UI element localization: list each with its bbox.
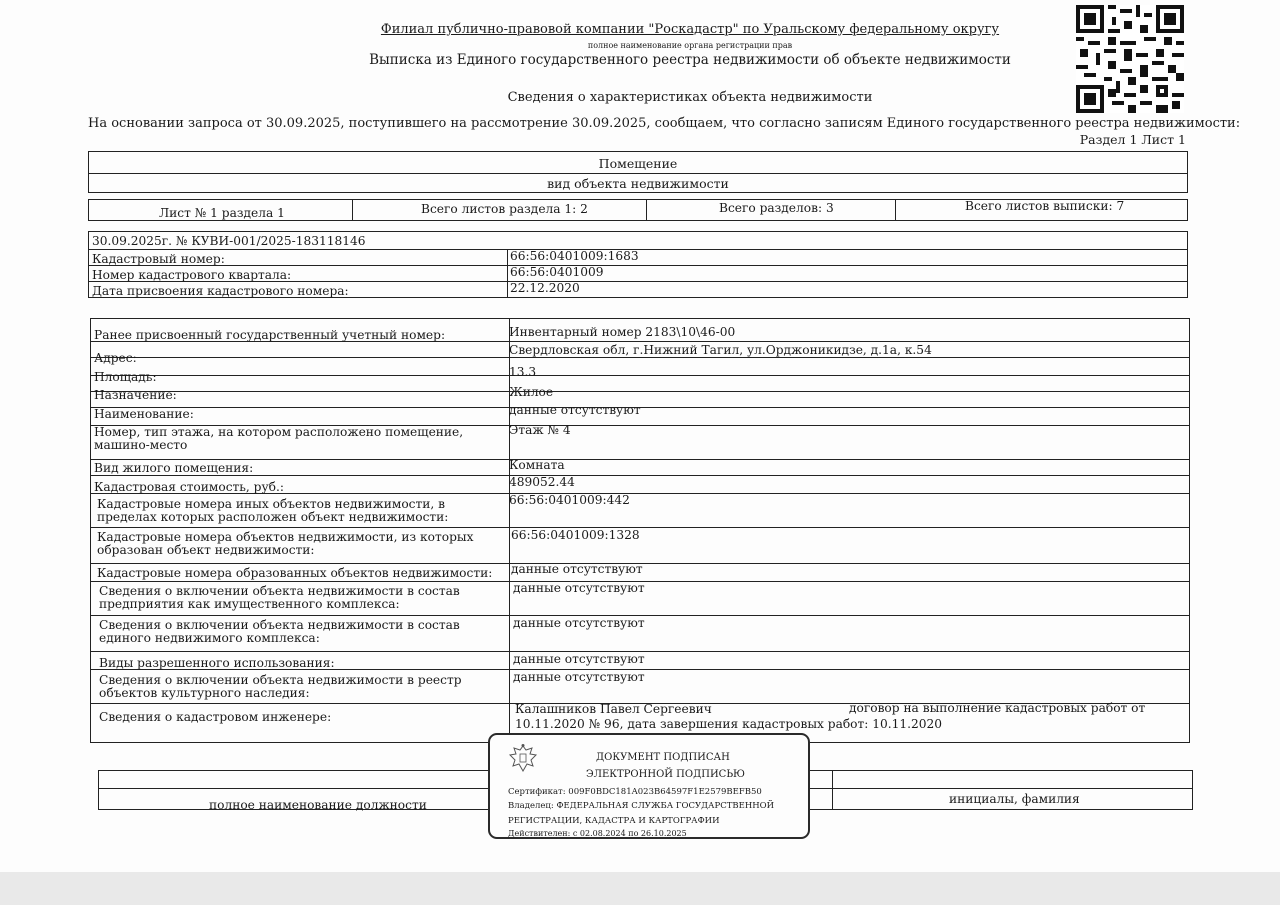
- detail-label: Кадастровые номера объектов недвижимости, из которых образован объект недвижимости:: [97, 530, 474, 557]
- ident-value: 66:56:0401009: [510, 265, 604, 279]
- detail-value: данные отсутствуют: [513, 581, 645, 595]
- detail-label: Наименование:: [94, 407, 194, 421]
- basis-text: На основании запроса от 30.09.2025, поступившего на рассмотрение 30.09.2025, сообщаем, что согласно записям Единого государственного реестра недвижимости:: [88, 116, 1241, 131]
- stamp-certificate: Сертификат: 009F0BDC181A023B64597F1E2579BEFB50: [508, 787, 762, 797]
- detail-value: 489052.44: [509, 475, 575, 489]
- name-caption: инициалы, фамилия: [949, 792, 1080, 806]
- detail-label: Виды разрешенного использования:: [99, 656, 335, 670]
- detail-label: Площадь:: [94, 370, 157, 384]
- section-sheet: Раздел 1 Лист 1: [1079, 132, 1186, 147]
- qr-code-icon: [1076, 5, 1184, 113]
- detail-label: Сведения о включении объекта недвижимости в реестр объектов культурного наследия:: [99, 673, 462, 700]
- detail-value: Инвентарный номер 2183\10\46-00: [509, 325, 736, 339]
- stamp-owner-line1: Владелец: ФЕДЕРАЛЬНАЯ СЛУЖБА ГОСУДАРСТВЕННОЙ: [508, 801, 775, 811]
- ident-value: 22.12.2020: [510, 281, 580, 295]
- detail-value: данные отсутствуют: [509, 403, 641, 417]
- stamp-validity: Действителен: с 02.08.2024 по 26.10.2025: [508, 829, 687, 838]
- ident-table: [88, 231, 1188, 298]
- position-caption: полное наименование должности: [209, 798, 427, 812]
- detail-label: Сведения о включении объекта недвижимости в состав единого недвижимого комплекса:: [99, 618, 460, 645]
- detail-label: Кадастровая стоимость, руб.:: [94, 480, 284, 494]
- detail-value: Комната: [509, 458, 565, 472]
- sheet-number: Лист № 1 раздела 1: [159, 206, 285, 220]
- object-kind: Помещение: [598, 156, 678, 171]
- detail-value: данные отсутствуют: [513, 670, 645, 684]
- stamp-line1: ДОКУМЕНТ ПОДПИСАН: [596, 752, 730, 763]
- engineer-contract: договор на выполнение кадастровых работ от: [849, 701, 1146, 715]
- ident-label: Дата присвоения кадастрового номера:: [92, 284, 349, 298]
- detail-value: Жилое: [509, 385, 554, 399]
- detail-label: Вид жилого помещения:: [94, 461, 254, 475]
- detail-value: данные отсутствуют: [513, 616, 645, 630]
- ident-label: Кадастровый номер:: [92, 252, 225, 266]
- detail-label: Номер, тип этажа, на котором расположено помещение, машино-место: [94, 425, 464, 452]
- detail-value: 66:56:0401009:442: [509, 493, 630, 507]
- sheet-info-row: [88, 199, 1188, 221]
- detail-label: Адрес:: [94, 351, 137, 365]
- detail-label: Ранее присвоенный государственный учетный номер:: [94, 328, 446, 342]
- eagle-emblem-icon: [508, 743, 538, 775]
- doc-title: Выписка из Единого государственного реестра недвижимости об объекте недвижимости: [369, 52, 1011, 68]
- section-title: Сведения о характеристиках объекта недвижимости: [507, 90, 873, 105]
- stamp-line2: ЭЛЕКТРОННОЙ ПОДПИСЬЮ: [586, 769, 745, 780]
- detail-value: данные отсутствуют: [513, 652, 645, 666]
- e-signature-stamp: [488, 733, 810, 839]
- record-number: 30.09.2025г. № КУВИ-001/2025-183118146: [92, 234, 366, 248]
- detail-label: Сведения о кадастровом инженере:: [99, 710, 332, 724]
- detail-label: Кадастровые номера иных объектов недвижимости, в пределах которых расположен объект недвижимости:: [97, 497, 449, 524]
- detail-value: 66:56:0401009:1328: [511, 528, 640, 542]
- detail-value: данные отсутствуют: [511, 562, 643, 576]
- detail-value: Свердловская обл, г.Нижний Тагил, ул.Орджоникидзе, д.1а, к.54: [509, 343, 932, 357]
- engineer-contract-details: 10.11.2020 № 96, дата завершения кадастровых работ: 10.11.2020: [515, 717, 943, 731]
- stamp-owner-line2: РЕГИСТРАЦИИ, КАДАСТРА И КАРТОГРАФИИ: [508, 816, 720, 826]
- object-kind-caption: вид объекта недвижимости: [547, 176, 729, 191]
- detail-value: 13.3: [509, 365, 537, 379]
- sheets-total: Всего листов выписки: 7: [965, 199, 1125, 213]
- sheets-in-section: Всего листов раздела 1: 2: [421, 202, 588, 216]
- details-table: [90, 318, 1190, 743]
- detail-value: Этаж № 4: [509, 423, 571, 437]
- ident-label: Номер кадастрового квартала:: [92, 268, 292, 282]
- sections-total: Всего разделов: 3: [719, 201, 834, 215]
- org-name: Филиал публично-правовой компании "Роскадастр" по Уральскому федеральному округу: [380, 22, 1000, 37]
- object-kind-box: [88, 151, 1188, 193]
- engineer-name: Калашников Павел Сергеевич: [515, 702, 712, 716]
- scan-bottom-band: [0, 872, 1280, 905]
- detail-label: Назначение:: [94, 388, 177, 402]
- detail-label: Кадастровые номера образованных объектов недвижимости:: [97, 566, 493, 580]
- org-caption: полное наименование органа регистрации прав: [587, 41, 793, 50]
- ident-value: 66:56:0401009:1683: [510, 249, 639, 263]
- detail-label: Сведения о включении объекта недвижимости в состав предприятия как имущественного комплекса:: [99, 584, 460, 611]
